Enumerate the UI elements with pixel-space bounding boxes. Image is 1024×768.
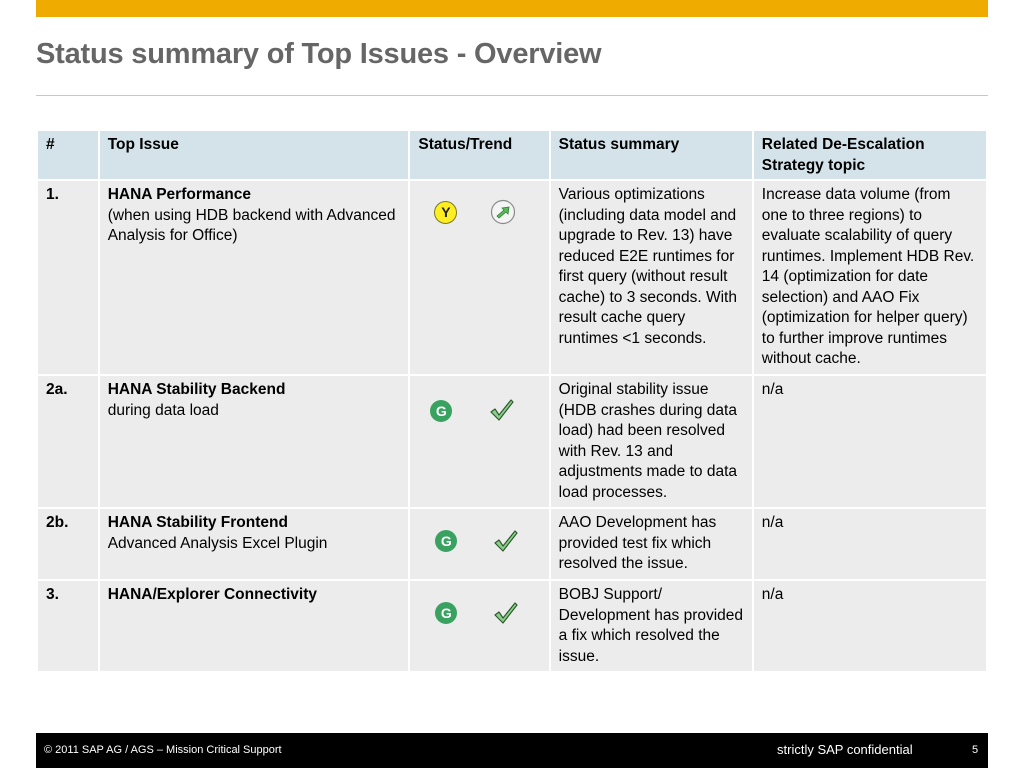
issue-cell [99, 180, 410, 375]
issue-cell [99, 375, 410, 508]
footer-confidential: strictly SAP confidential [777, 742, 913, 757]
status-summary-cell: AAO Development has provided test fix which resolved the issue. [550, 508, 753, 580]
issue-cell [99, 508, 410, 580]
status-trend-cell [409, 580, 549, 672]
status-summary-cell: BOBJ Support/ Development has provided a fix which resolved the issue. [550, 580, 753, 672]
header-status-trend: Status/Trend [409, 130, 549, 180]
issue-title: HANA Performance [107, 186, 251, 203]
status-trend-cell [409, 508, 549, 580]
issues-table [36, 129, 988, 673]
row-number: 2a. [37, 375, 99, 508]
issue-title: HANA Stability Backend [107, 381, 286, 398]
status-badge-green: G [435, 602, 457, 624]
table-row [37, 508, 987, 580]
checkmark-icon [489, 397, 515, 423]
status-summary-cell: Original stability issue (HDB crashes during data load) had been resolved with Rev. 13 and adjustments made to data load processes. [550, 375, 753, 508]
page-title: Status summary of Top Issues - Overview [36, 38, 602, 70]
header-related-topic: Related De-Escalation Strategy topic [753, 130, 987, 180]
row-number: 3. [37, 580, 99, 672]
status-trend-cell [409, 375, 549, 508]
top-accent-bar [36, 0, 988, 17]
status-badge-green: G [430, 400, 452, 422]
status-summary-cell: Various optimizations (including data model and upgrade to Rev. 13) have reduced E2E runtimes for first query (without result cache) to 3 seconds. With result cache query runtimes <1 seconds. [550, 180, 753, 375]
issue-detail: during data load [107, 401, 219, 419]
row-number: 1. [37, 180, 99, 375]
checkmark-icon [493, 600, 519, 626]
status-badge-yellow: Y [434, 201, 457, 224]
issue-title: HANA/Explorer Connectivity [107, 586, 317, 603]
related-topic-cell: n/a [753, 580, 987, 672]
status-badge-green: G [435, 530, 457, 552]
related-topic-cell: n/a [753, 375, 987, 508]
issue-title: HANA Stability Frontend [107, 514, 288, 531]
footer-copyright: © 2011 SAP AG / AGS – Mission Critical Support [44, 744, 282, 756]
footer-bar [36, 733, 988, 768]
related-topic-cell: n/a [753, 508, 987, 580]
improving-arrow-icon [490, 199, 516, 225]
issue-cell [99, 580, 410, 672]
status-trend-cell [409, 180, 549, 375]
header-number: # [37, 130, 99, 180]
issue-detail: (when using HDB backend with Advanced Analysis for Office) [107, 206, 396, 244]
table-row [37, 580, 987, 672]
table-row [37, 375, 987, 508]
issue-detail: Advanced Analysis Excel Plugin [107, 534, 328, 552]
header-status-summary: Status summary [550, 130, 753, 180]
related-topic-cell: Increase data volume (from one to three regions) to evaluate scalability of query runtimes. Implement HDB Rev. 14 (optimization for date selection) and AAO Fix (optimization for helper query) to further improve runtimes without cache. [753, 180, 987, 375]
page-number: 5 [972, 744, 979, 756]
table-header-row [37, 130, 987, 180]
row-number: 2b. [37, 508, 99, 580]
checkmark-icon [493, 528, 519, 554]
table-row [37, 180, 987, 375]
title-divider [36, 95, 988, 96]
header-top-issue: Top Issue [99, 130, 410, 180]
